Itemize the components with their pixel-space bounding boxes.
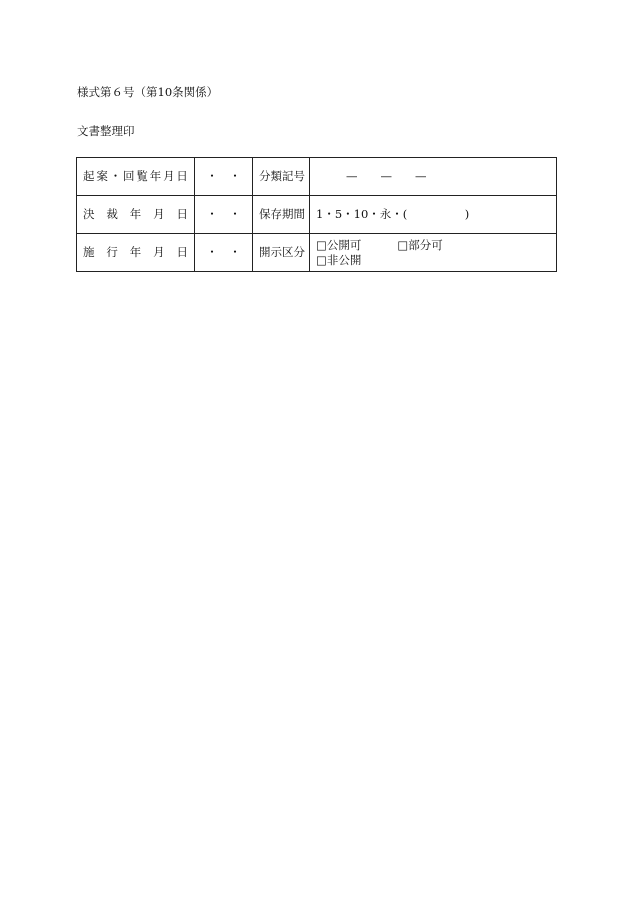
label-char: 起 bbox=[83, 169, 95, 183]
label-char: 月 bbox=[153, 207, 165, 221]
approval-date-label bbox=[77, 196, 195, 234]
table-row-draft-date bbox=[77, 158, 557, 196]
draft-date-value: ・ ・ bbox=[195, 158, 253, 196]
form-reference: 様式第６号（第10条関係） bbox=[77, 85, 219, 99]
disclosure-category-label: 開示区分 bbox=[253, 234, 310, 272]
enforcement-date-label bbox=[77, 234, 195, 272]
classification-code-label: 分類記号 bbox=[253, 158, 310, 196]
label-char: 決 bbox=[83, 207, 95, 221]
label-char: 月 bbox=[163, 169, 175, 183]
document-stamp-label: 文書整理印 bbox=[77, 124, 135, 138]
label-char: 年 bbox=[129, 245, 142, 259]
label-char: 日 bbox=[176, 207, 188, 221]
table-row-approval-date bbox=[77, 196, 557, 234]
approval-date-value: ・ ・ bbox=[195, 196, 253, 234]
label-char: ・ bbox=[109, 169, 122, 183]
label-char: 日 bbox=[176, 245, 188, 259]
label-char: 行 bbox=[106, 245, 118, 259]
document-stamp-table bbox=[76, 157, 557, 272]
label-char: 年 bbox=[129, 207, 142, 221]
table-row-enforcement-date bbox=[77, 234, 557, 272]
enforcement-date-value: ・ ・ bbox=[195, 234, 253, 272]
label-char: 覧 bbox=[136, 169, 148, 183]
disclosure-private-checkbox[interactable]: □非公開 bbox=[316, 252, 362, 267]
disclosure-partial-checkbox[interactable]: □部分可 bbox=[397, 237, 443, 252]
draft-circulation-date-label bbox=[77, 158, 195, 196]
label-char: 年 bbox=[149, 169, 162, 183]
label-char: 施 bbox=[83, 245, 95, 259]
label-char: 月 bbox=[153, 245, 165, 259]
classification-code-value: — — — bbox=[310, 158, 557, 196]
label-char: 裁 bbox=[106, 207, 118, 221]
label-char: 回 bbox=[123, 169, 135, 183]
label-char: 案 bbox=[96, 169, 108, 183]
retention-period-value: 1・5・10・永・( ) bbox=[310, 196, 557, 234]
disclosure-public-checkbox[interactable]: □公開可 bbox=[316, 237, 362, 252]
label-char: 日 bbox=[176, 169, 188, 183]
disclosure-category-options bbox=[310, 234, 557, 272]
retention-period-label: 保存期間 bbox=[253, 196, 310, 234]
